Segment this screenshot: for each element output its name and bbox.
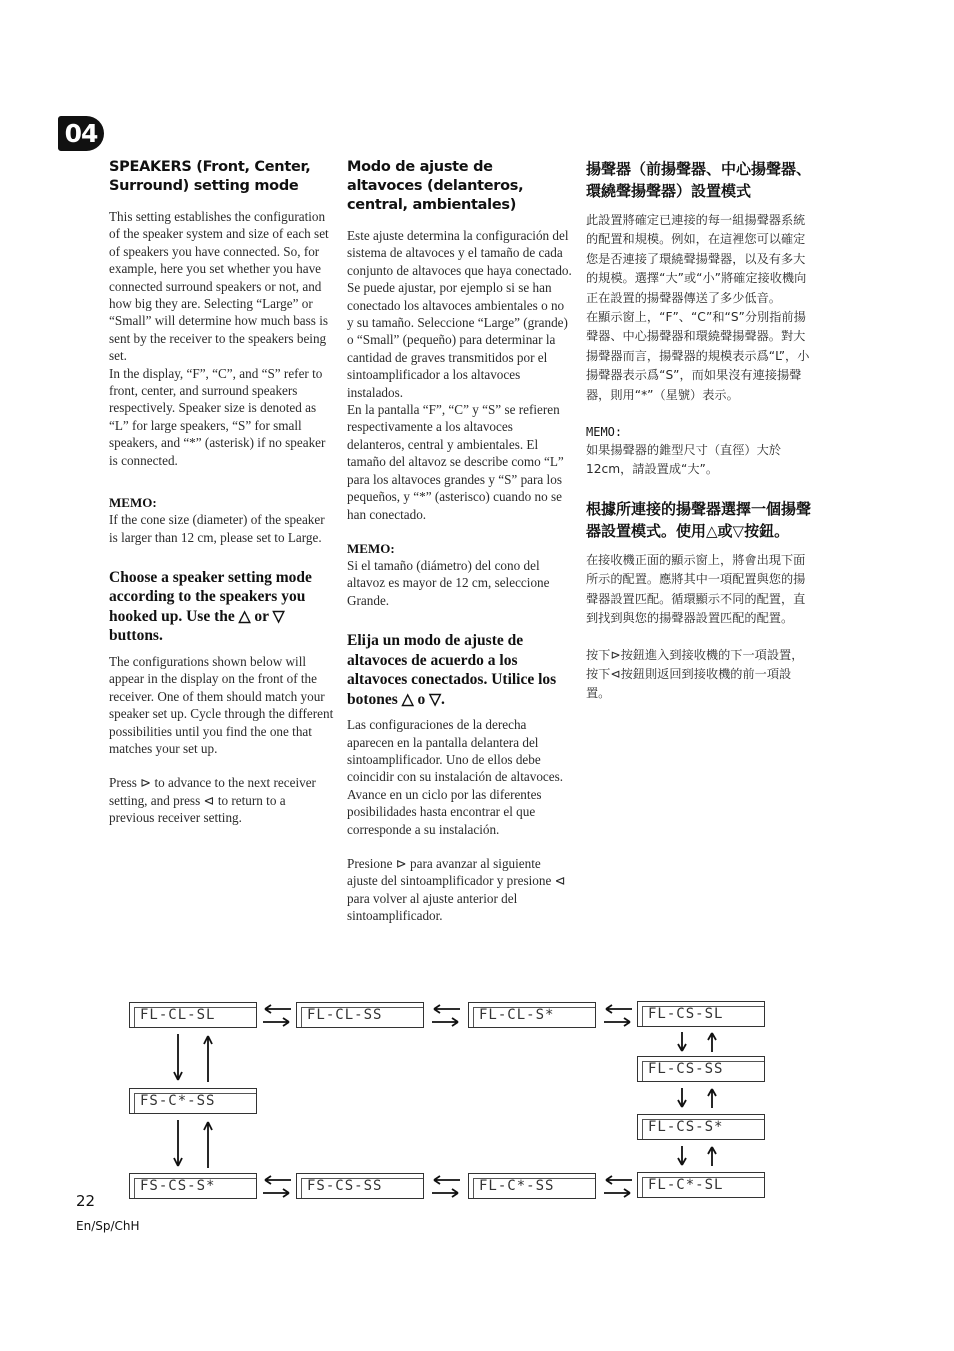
display-fs-cs-s-star: FS-CS-S* [129, 1173, 257, 1199]
english-step-heading: Choose a speaker setting mode according to the speakers you hooked up. Use the △ or ▽ buttons. [109, 568, 312, 645]
double-arrow-icon [430, 1002, 462, 1028]
spanish-memo-label: MEMO: [347, 540, 395, 556]
chinese-step-text: 在接收機正面的顯示窗上，將會出現下面所示的配置。應將其中一項配置與您的揚聲器設置匹配。循環顯示不同的配置，直到找到與您的揚聲器設置匹配的配置。 [586, 552, 806, 626]
chinese-step-heading: 根據所連接的揚聲器選擇一個揚聲器設置模式。使用△或▽按鈕。 [586, 499, 812, 540]
english-memo-label: MEMO: [109, 495, 157, 511]
double-arrow-icon [430, 1173, 462, 1199]
chapter-badge: 04 [58, 116, 104, 151]
english-column [109, 158, 334, 827]
display-fs-cs-ss: FS-CS-SS [296, 1173, 424, 1199]
chinese-para-configuration: 此設置將確定已連接的每一組揚聲器系統的配置和規模。例如，在這裡您可以確定您是否連接了環繞聲揚聲器，以及有多大的規模。選擇“大”或“小”將確定接收機向正在設置的揚聲器傳送了多少低音。 [586, 213, 807, 305]
chinese-column [586, 158, 811, 704]
vertical-double-arrow-icon [670, 1086, 722, 1110]
spanish-press-text: Presione ⊳ para avanzar al siguiente ajuste del sintoamplificador y presione ⊲ para volver al ajuste anterior del sintoamplificador. [347, 855, 566, 924]
chinese-memo-label: MEMO: [586, 425, 623, 440]
spanish-step-text: Las configuraciones de la derecha aparecen en la pantalla delantera del sintoamplificador. Uno de ellos debe coincidir con su instalación de altavoces. Avance en un ciclo por las diferentes posibilidades hasta encontrar el que corresponde a su instalación. [347, 717, 564, 837]
spanish-para-configuration: Este ajuste determina la configuración del sistema de altavoces y el tamaño de cada conjunto de altavoces que haya conectado. Se puede ajustar, por ejemplo si se han conectado los altavoces ambientales o no y su tamaño. Seleccione “Large” (grande) o “Small” (pequeño) para determinar la cantidad de graves transmitidos por el sintoamplificador a los altavoces instalados. [347, 228, 572, 400]
english-para-display: In the display, “F”, “C”, and “S” refer to front, center, and surround speakers respectively. Speaker size is denoted as “L” for large speakers, “S” for small speakers, and “*” (asterisk) if no speaker is connected. [109, 365, 326, 468]
spanish-memo-text: Si el tamaño (diámetro) del cono del altavoz es mayor de 12 cm, seleccione Grande. [347, 557, 550, 608]
display-fl-cl-sl: FL-CL-SL [129, 1002, 257, 1028]
double-arrow-icon [602, 1173, 634, 1199]
english-heading: SPEAKERS (Front, Center, Surround) setting mode [109, 159, 311, 194]
display-fl-cs-sl: FL-CS-SL [637, 1001, 765, 1027]
display-fl-cl-s-star: FL-CL-S* [468, 1002, 596, 1028]
display-fl-cs-s-star: FL-CS-S* [637, 1114, 765, 1140]
spanish-step-heading: Elija un modo de ajuste de altavoces de acuerdo a los altavoces conectados. Utilice los botones △ o ▽. [347, 632, 557, 708]
display-fl-c-star-sl: FL-C*-SL [637, 1172, 765, 1198]
spanish-para-display: En la pantalla “F”, “C” y “S” se refieren respectivamente a los altavoces delanteros, central y ambientales. El tamaño del altavoz se describe como “L” para los altavoces grandes y “S” para los pequeños, y “*” (asterisco) cuando no se han conectado. [347, 402, 564, 522]
spanish-heading: Modo de ajuste de altavoces (delanteros, central, ambientales) [347, 159, 524, 213]
double-arrow-icon [602, 1002, 634, 1028]
page-languages: En/Sp/ChH [76, 1219, 140, 1233]
vertical-double-arrow-icon [670, 1144, 722, 1168]
chinese-para-display: 在顯示窗上，“F”、“C”和“S”分別指前揚聲器、中心揚聲器和環繞聲揚聲器。對大揚聲器而言，揚聲器的規模表示爲“L”，小揚聲器表示爲“S”，而如果沒有連接揚聲器，則用“*”（星號）表示。 [586, 310, 810, 402]
english-para-configuration: This setting establishes the configuration of the speaker system and size of each set of speakers you have connected. So, for example, here you set whether you have connected surround speakers or not, and how big they are. Selecting “Large” or “Small” will determine how much bass is sent by the receiver to the speakers being set. [109, 209, 329, 364]
display-fl-c-star-ss: FL-C*-SS [468, 1173, 596, 1199]
chinese-press-text: 按下⊳按鈕進入到接收機的下一項設置，按下⊲按鈕則返回到接收機的前一項設置。 [586, 647, 804, 701]
vertical-double-arrow-icon [166, 1032, 218, 1084]
display-fl-cs-ss: FL-CS-SS [637, 1056, 765, 1082]
english-memo-text: If the cone size (diameter) of the speaker is larger than 12 cm, please set to Large. [109, 512, 325, 545]
display-fs-c-star-ss: FS-C*-SS [129, 1088, 257, 1114]
chinese-heading: 揚聲器（前揚聲器、中心揚聲器、環繞聲揚聲器）設置模式 [586, 160, 812, 200]
english-step-text: The configurations shown below will appear in the display on the front of the receiver. One of them should match your speaker set up. Cycle through the different possibilities until you find the one that matches your set up. [109, 653, 334, 756]
vertical-double-arrow-icon [166, 1118, 218, 1170]
chinese-memo-text: 如果揚聲器的錐型尺寸（直徑）大於12cm，請設置成“大”。 [586, 443, 781, 477]
double-arrow-icon [261, 1173, 293, 1199]
speaker-display-cycle-diagram [0, 990, 954, 1205]
spanish-column [347, 158, 572, 925]
english-press-text: Press ⊳ to advance to the next receiver setting, and press ⊲ to return to a previous receiver setting. [109, 775, 316, 826]
double-arrow-icon [261, 1002, 293, 1028]
display-fl-cl-ss: FL-CL-SS [296, 1002, 424, 1028]
page-number: 22 [76, 1192, 96, 1210]
vertical-double-arrow-icon [670, 1030, 722, 1054]
